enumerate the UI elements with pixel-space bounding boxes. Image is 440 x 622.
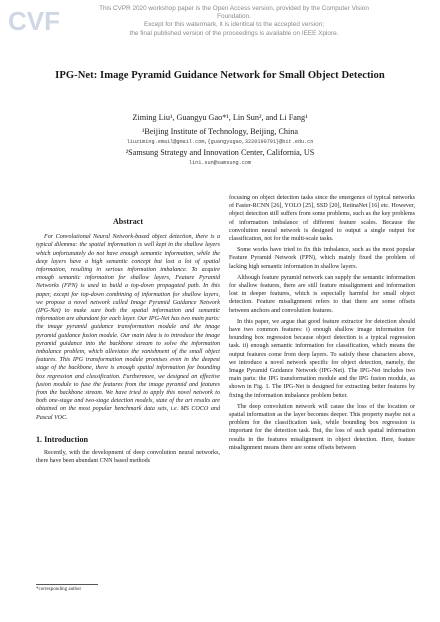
open-access-notice xyxy=(84,5,384,38)
intro-paragraph: Recently, with the development of deep convolution neural networks, there have been abundant CNN based methods xyxy=(36,450,220,465)
email-list-1: liuziming.email@gmail.com,{guangyugao,3220190791}@bit.edu.cn xyxy=(126,139,314,145)
svg-text:CVF: CVF xyxy=(8,6,60,36)
author-list: Ziming Liu¹, Guangyu Gao*¹, Lin Sun², and Li Fang¹ xyxy=(132,113,308,122)
body-paragraph: Although feature pyramid network can supply the semantic information for shallow features, there are still feature misalignment and information lost in deeper features, which is especially harmful for small object detection. Feature misalignment refers to that there are some offsets between anchors and convolution features. xyxy=(229,274,415,314)
email-list-2: lin1.sun@samsung.com xyxy=(188,160,252,166)
notice-line: Except for this watermark, it is identical to the accepted version; xyxy=(143,21,325,29)
abstract-body: For Convolutional Neural Network-based object detection, there is a typical dilemma: the spatial information is well kept in the shallow layers which unfortunately do not have enough semantic information, while the deep layers have a high semantic concept but lost a lot of spatial information, resulting in serious information imbalance. To acquire enough semantic information for shallow layers, Feature Pyramid Networks (FPN) is used to build a top-down propagated path. In this paper, except for top-down combining of information for shallow layers, we propose a novel network called Image Pyramid Guidance Network (IPG-Net) to make sure both the spatial information and semantic information are abundant for each layer. Our IPG-Net has two main parts: the image pyramid guidance transformation module and the image pyramid guidance fusion module. Our main idea is to introduce the image pyramid guidance into the backbone stream to solve the information imbalance problem, which alleviates the vanishment of the small object features. This IPG transformation module promises even in the deepest stage of the backbone, there is enough spatial information for bounding box regression and classification. Furthermore, we designed an effective fusion module to fuse the features from the image pyramid and features from the backbone stream. We have tried to apply this novel network to both one-stage and two-stage detection models, state of the art results are obtained on the most popular benchmark data sets, i.e. MS COCO and Pascal VOC. xyxy=(36,234,220,421)
body-paragraph: Some works have tried to fix this imbalance, such as the most popular Feature Pyramid Network (FPN), which mainly fixed the problem of lacking high semantic information in shallow layers. xyxy=(229,247,415,270)
affiliation-1: ¹Beijing Institute of Technology, Beijing, China xyxy=(141,127,299,136)
notice-line: the final published version of the proceedings is available on IEEE Xplore. xyxy=(129,29,339,37)
notice-line: This CVPR 2020 workshop paper is the Open Access version, provided by the Computer Vision Foundation. xyxy=(99,5,369,21)
left-column xyxy=(36,218,220,465)
affiliation-2: ²Samsung Strategy and Innovation Center, California, US xyxy=(125,148,315,157)
body-paragraph: The deep convolution network will cause the loss of the location or spatial information as the layer becomes deeper. This property maybe not a problem for the classification task, while bounding box regression is important for the detection task. But, the loss of such spatial information results in the features misalignment in object detection. Here, feature misalignment means there are some offsets between xyxy=(229,403,415,451)
introduction-heading: 1. Introduction xyxy=(36,434,89,444)
right-column xyxy=(229,194,415,452)
footnote: *corresponding author xyxy=(36,587,82,592)
body-paragraph: focusing on object detection tasks since the emergence of typical networks of Faster-RCNN [26], YOLO [25], SSD [20], RetinaNet [16] etc. However, object detection still suffers from some problems, such as the key problems of information imbalance of different feature scales. Because the convolution neural network is designed to output a single output for classification, not for the multi-scale tasks. xyxy=(229,195,415,243)
paper-title: IPG-Net: Image Pyramid Guidance Network for Small Object Detection xyxy=(55,70,385,81)
footnote-rule xyxy=(36,584,98,585)
abstract-heading: Abstract xyxy=(112,217,144,226)
body-paragraph: In this paper, we argue that good feature extractor for detection should have two common features: i) enough shallow image information for bounding box regression because object detection is a typical regression task. ii) enough semantic information for classification, which means the output features come from deep layers. To satisfy these characters above, we introduce a novel network specific for object detection, namely, the Image Pyramid Guidance Network (IPG-Net). The IPG-Net includes two main parts: the IPG transformation module and the IPG fusion module, as shown in Fig. 1. The IPG-Net is designed for extracting better features by fixing the information imbalance problem better. xyxy=(229,318,415,399)
cvf-logo xyxy=(6,4,66,38)
